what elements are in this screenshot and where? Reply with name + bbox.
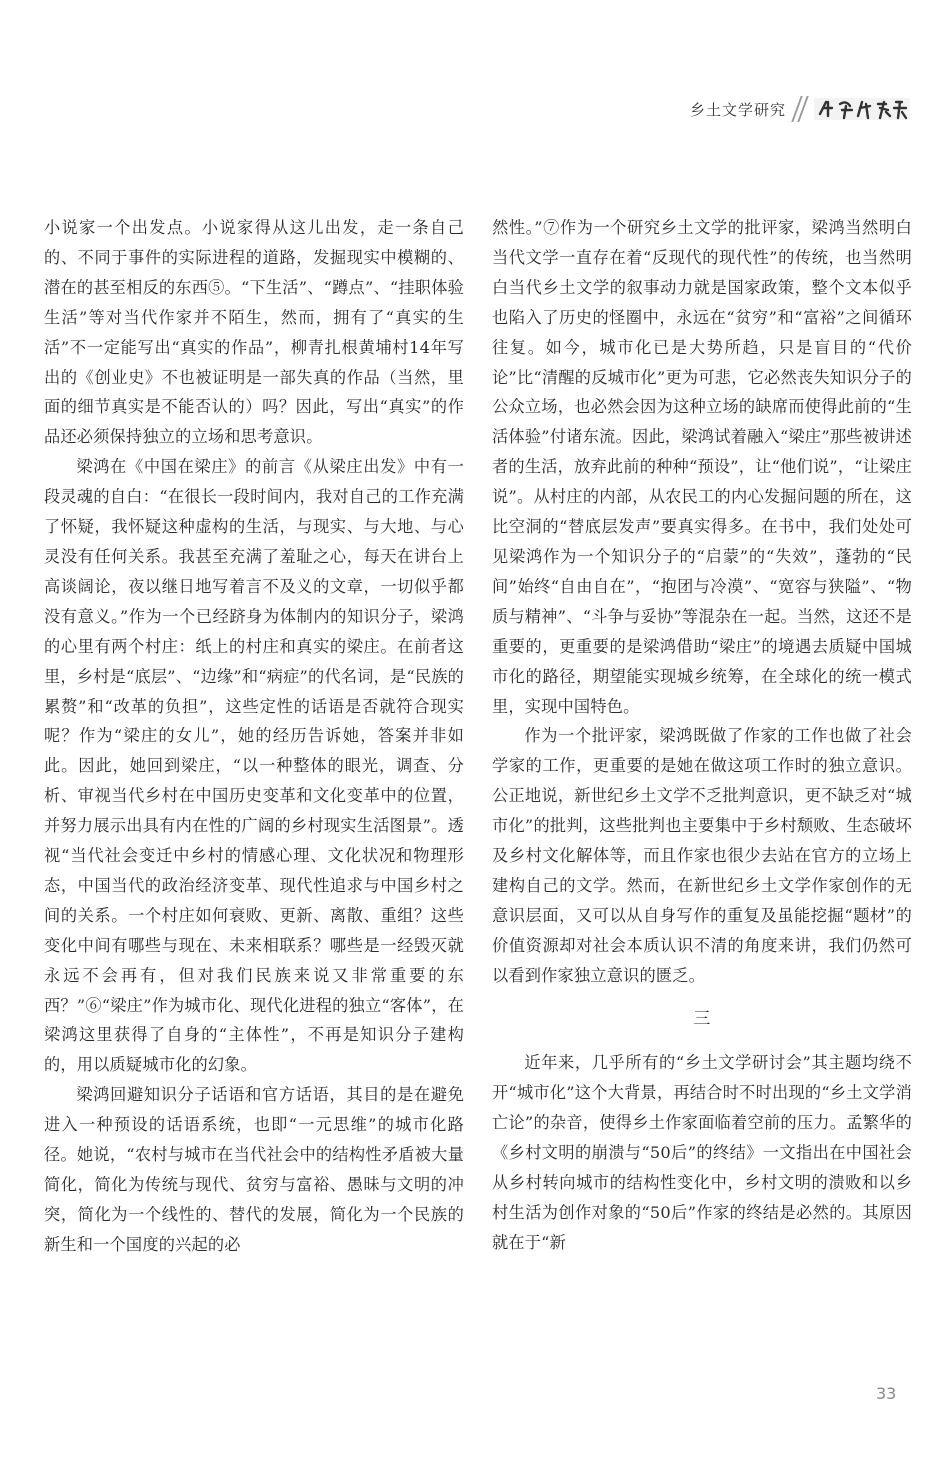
right-text-column <box>492 213 912 1258</box>
section-heading: 三 <box>693 1008 711 1029</box>
paragraph: 梁鸿在《中国在梁庄》的前言《从梁庄出发》中有一段灵魂的自白：“在很长一段时间内，我对自己的工作充满了怀疑，我怀疑这种虚构的生活，与现实、与大地、与心灵没有任何关系。我甚至充满了羞耻之心，每天在讲台上高谈阔论，夜以继日地写着言不及义的文章，一切似乎都没有意义。”作为一个已经跻身为体制内的知识分子，梁鸿的心里有两个村庄：纸上的村庄和真实的梁庄。在前者这里，乡村是“底层”、“边缘”和“病症”的代名词，是“民族的累赘”和“改革的负担”，这些定性的话语是否就符合现实呢？作为“梁庄的女儿”，她的经历告诉她，答案并非如此。因此，她回到梁庄，“以一种整体的眼光，调查、分析、审视当代乡村在中国历史变革和文化变革中的位置，并努力展示出具有内在性的广阔的乡村现实生活图景”。透视“当代社会变迁中乡村的情感心理、文化状况和物理形态，中国当代的政治经济变革、现代性追求与中国乡村之间的关系。一个村庄如何衰败、更新、离散、重组？这些变化中间有哪些与现在、未来相联系？哪些是一经毁灭就永远不会再有，但对我们民族来说又非常重要的东西？”⑥“梁庄”作为城市化、现代化进程的独立“客体”，在梁鸿这里获得了自身的“主体性”，不再是知识分子建构的，用以质疑城市化的幻象。 <box>44 457 464 1075</box>
header-title: 乡土文学研究 <box>689 100 786 119</box>
paragraph: 然性。”⑦作为一个研究乡土文学的批评家，梁鸿当然明白当代文学一直存在着“反现代的现代性”的传统，也当然明白当代乡土文学的叙事动力就是国家政策，整个文本似乎也陷入了历史的怪圈中，永远在“贫穷”和“富裕”之间循环往复。如今，城市化已是大势所趋，只是盲目的“代价论”比“清醒的反城市化”更为可悲，它必然丧失知识分子的公众立场，也必然会因为这种立场的缺席而使得此前的“生活体验”付诸东流。因此，梁鸿试着融入“梁庄”那些被讲述者的生活，放弃此前的种种“预设”，让“他们说”，“让梁庄说”。从村庄的内部，从农民工的内心发掘问题的所在，这比空洞的“替底层发声”要真实得多。在书中，我们处处可见梁鸿作为一个知识分子的“启蒙”的“失效”，蓬勃的“民间”始终“自由自在”，“抱团与冷漠”、“宽容与狭隘”、“物质与精神”、“斗争与妥协”等混杂在一起。当然，这还不是重要的，更重要的是梁鸿借助“梁庄”的境遇去质疑中国城市化的路径，期望能实现城乡统筹，在全球化的统一模式里，实现中国特色。 <box>492 218 912 716</box>
header-divider-icon <box>794 96 806 122</box>
paragraph: 小说家一个出发点。小说家得从这儿出发，走一条自己的、不同于事件的实际进程的道路，发掘现实中模糊的、潜在的甚至相反的东西⑤。“下生活”、“蹲点”、“挂职体验生活”等对当代作家并不陌生，然而，拥有了“真实的生活”不一定能写出“真实的作品”，柳青扎根黄埔村14年写出的《创业史》不也被证明是一部失真的作品（当然，里面的细节真实是不能否认的）吗？因此，写出“真实”的作品还必须保持独立的立场和思考意识。 <box>44 218 464 447</box>
paragraph: 梁鸿回避知识分子话语和官方话语，其目的是在避免进入一种预设的话语系统，也即“一元思维”的城市化路径。她说，“农村与城市在当代社会中的结构性矛盾被大量简化，简化为传统与现代、贫穷与富裕、愚昧与文明的冲突，简化为一个线性的、替代的发展，简化为一个民族的新生和一个国度的兴起的必 <box>44 1085 464 1254</box>
left-text-column <box>44 213 464 1260</box>
journal-logo <box>814 96 910 122</box>
paragraph: 近年来，几乎所有的“乡土文学研讨会”其主题均绕不开“城市化”这个大背景，再结合时不时出现的“乡土文学消亡论”的杂音，使得乡土作家面临着空前的压力。孟繁华的《乡村文明的崩溃与“50后”的终结》一文指出在中国社会从乡村转向城市的结构性变化中，乡村文明的溃败和以乡村生活为创作对象的“50后”作家的终结是必然的。其原因就在于“新 <box>492 1053 912 1252</box>
journal-logo-calligraphy <box>814 96 910 122</box>
paragraph: 作为一个批评家，梁鸿既做了作家的工作也做了社会学家的工作，更重要的是她在做这项工作时的独立意识。公正地说，新世纪乡土文学不乏批判意识，更不缺乏对“城市化”的批判，这些批判也主要集中于乡村颓败、生态破坏及乡村文化解体等，而且作家也很少去站在官方的立场上建构自己的文学。然而，在新世纪乡土文学作家创作的无意识层面，又可以从自身写作的重复及虽能挖掘“题材”的价值资源却对社会本质认识不清的角度来讲，我们仍然可以看到作家独立意识的匮乏。 <box>492 726 912 985</box>
page-number: 33 <box>876 1384 897 1403</box>
running-header <box>690 94 910 124</box>
